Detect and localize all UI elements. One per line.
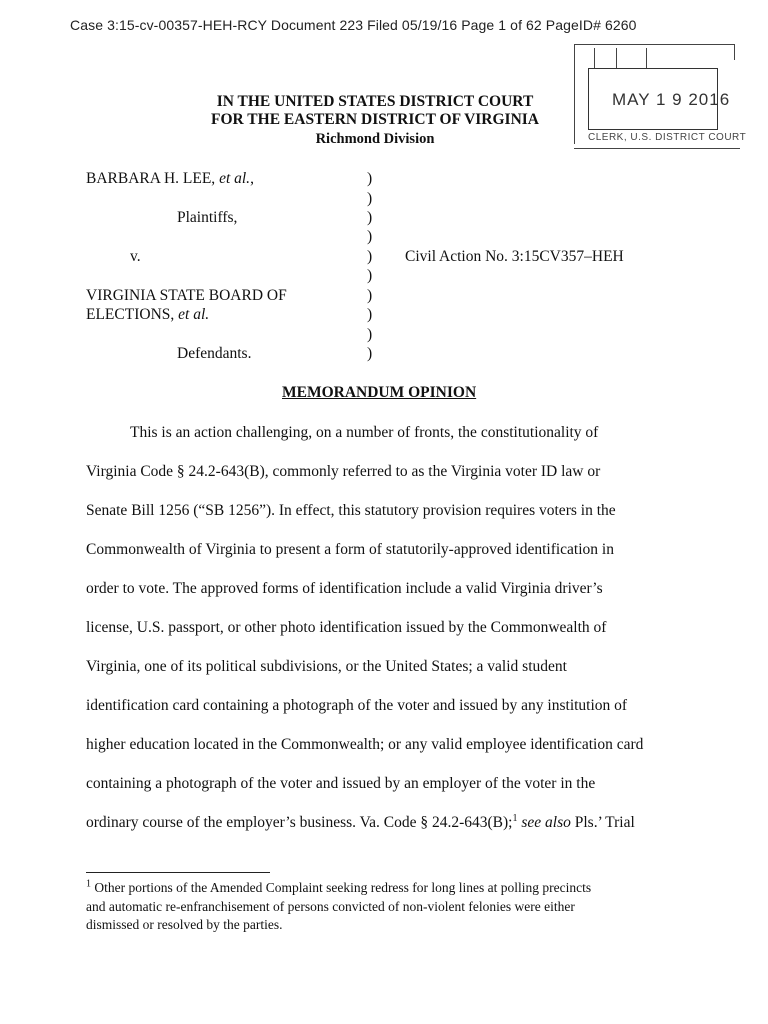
body-line: Virginia, one of its political subdivisions, or the United States; a valid student (86, 658, 567, 675)
caption-paren: ) (367, 209, 373, 226)
plaintiffs-label: Plaintiffs, (177, 209, 238, 226)
body-line: license, U.S. passport, or other photo identification issued by the Commonwealth of (86, 619, 607, 636)
caption-paren: ) (367, 248, 373, 265)
caption-paren: ) (367, 170, 373, 187)
body-line: Commonwealth of Virginia to present a form of statutorily-approved identification in (86, 541, 614, 558)
body-line: identification card containing a photograph of the voter and issued by any institution of (86, 697, 628, 714)
plaintiff-name: BARBARA H. LEE, et al., (86, 170, 254, 187)
caption-paren: ) (367, 267, 373, 284)
body-line: containing a photograph of the voter and issued by an employer of the voter in the (86, 775, 596, 792)
defendant-name-line-1: VIRGINIA STATE BOARD OF (86, 287, 287, 304)
stamp-clerk: CLERK, U.S. DISTRICT COURT (588, 132, 747, 143)
body-line: This is an action challenging, on a number of fronts, the constitutionality of (130, 424, 599, 441)
court-title-line-2: FOR THE EASTERN DISTRICT OF VIRGINIA (210, 111, 540, 128)
footnote-line-2: and automatic re-enfranchisement of persons convicted of non-violent felonies were either (86, 899, 575, 914)
body-line-last: ordinary course of the employer’s business. Va. Code § 24.2-643(B);$^1$ see also Pls.’ Trial (86, 812, 635, 831)
caption-paren: ) (367, 228, 373, 245)
versus: v. (130, 248, 141, 265)
body-line: higher education located in the Commonwealth; or any valid employee identification card (86, 736, 644, 753)
defendant-name-line-2: ELECTIONS, et al. (86, 306, 210, 323)
footnote-line-3: dismissed or resolved by the parties. (86, 917, 283, 932)
court-division: Richmond Division (315, 131, 435, 147)
caption-paren: ) (367, 345, 373, 362)
caption-paren: ) (367, 287, 373, 304)
case-header: Case 3:15-cv-00357-HEH-RCY Document 223 Filed 05/19/16 Page 1 of 62 PageID# 6260 (70, 17, 637, 33)
document-title: MEMORANDUM OPINION (282, 384, 477, 401)
body-line: order to vote. The approved forms of identification include a valid Virginia driver’s (86, 580, 603, 597)
body-line: Virginia Code § 24.2-643(B), commonly referred to as the Virginia voter ID law or (86, 463, 601, 480)
caption-paren: ) (367, 190, 373, 207)
defendants-label: Defendants. (177, 345, 252, 362)
court-title-line-1: IN THE UNITED STATES DISTRICT COURT (216, 93, 534, 110)
filed-stamp (566, 40, 747, 155)
caption-paren: ) (367, 306, 373, 323)
footnote-divider (86, 872, 270, 873)
footnote-line-1: $^1$ Other portions of the Amended Complaint seeking redress for long lines at polling precincts (86, 878, 592, 895)
footnote-marker[interactable]: 1 (512, 812, 518, 824)
stamp-date: MAY 1 9 2016 (612, 90, 731, 109)
civil-action-number: Civil Action No. 3:15CV357–HEH (405, 248, 624, 265)
caption-paren: ) (367, 326, 373, 343)
body-line: Senate Bill 1256 (“SB 1256”). In effect, this statutory provision requires voters in the (86, 502, 616, 519)
